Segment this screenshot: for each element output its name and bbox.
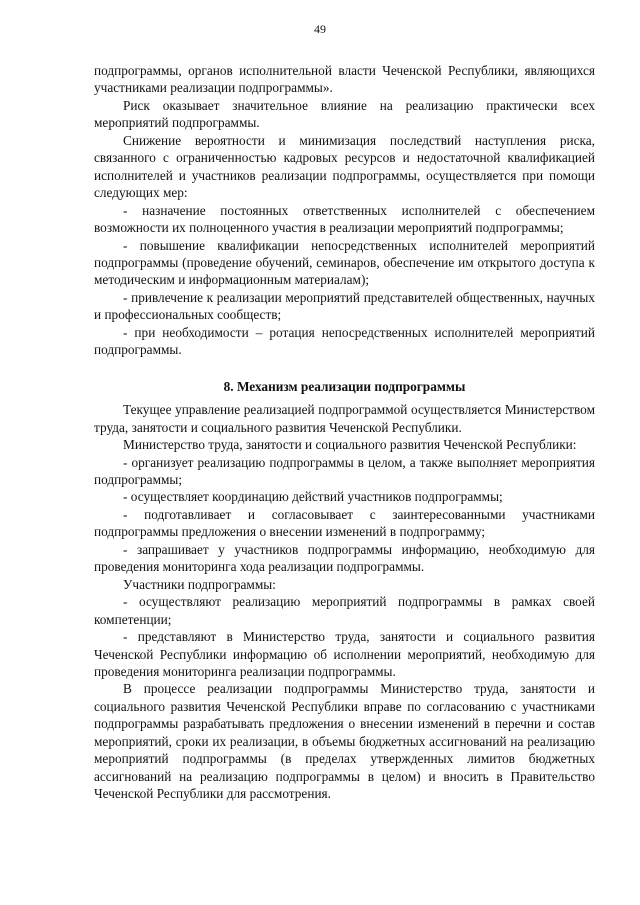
section-heading: 8. Механизм реализации подпрограммы [223,378,466,394]
paragraph: Участники подпрограммы: [123,576,276,592]
list-item: - при необходимости – ротация непосредственных исполнителей мероприятий подпрограммы. [94,324,595,358]
list-item: - подготавливает и согласовывает с заинтересованными участниками подпрограммы предложения о внесении изменений в подпрограмму; [94,506,595,540]
list-item: - осуществляют реализацию мероприятий подпрограммы в рамках своей компетенции; [94,594,595,627]
list-item: - осуществляет координацию действий участников подпрограммы; [123,489,503,505]
paragraph: Министерство труда, занятости и социального развития Чеченской Республики: [123,437,577,453]
list-item: - представляют в Министерство труда, занятости и социального развития Чеченской Республики информацию об исполнении мероприятий, необходимую для проведения мониторинга реализации подпрограммы. [94,629,595,679]
paragraph: Снижение вероятности и минимизация последствий наступления риска, связанного с ограниченностью кадровых ресурсов и недостаточной квалификацией исполнителей и участников реализации подпрограммы, осуществляется при помощи следующих мер: [94,132,595,201]
paragraph: Текущее управление реализацией подпрограммой осуществляется Министерством труда, занятости и социального развития Чеченской Республики. [94,402,595,435]
paragraph: В процессе реализации подпрограммы Министерство труда, занятости и социального развития Чеченской Республики вправе по согласованию с участниками подпрограммы разрабатывать предложения о внесении изменений в перечни и состав мероприятий, сроки их реализации, в объемы бюджетных ассигнований на реализацию мероприятий подпрограммы (в пределах утвержденных лимитов бюджетных ассигнований на реализацию подпрограммы в целом) и вносить в Правительство Чеченской Республики для рассмотрения. [94,681,595,802]
list-item: - организует реализацию подпрограммы в целом, а также выполняет мероприятия подпрограммы; [94,454,595,487]
document-body [94,62,595,803]
list-item: - запрашивает у участников подпрограммы информацию, необходимую для проведения мониторинга хода реализации подпрограммы. [94,541,595,575]
page-number: 49 [314,22,326,36]
list-item: - привлечение к реализации мероприятий представителей общественных, научных и профессиональных сообществ; [94,289,595,323]
list-item: - повышение квалификации непосредственных исполнителей мероприятий подпрограммы (проведение обучений, семинаров, обеспечение им открытого доступа к методическим и информационным материалам); [94,237,595,288]
list-item: - назначение постоянных ответственных исполнителей с обеспечением возможности их полноценного участия в реализации мероприятий подпрограммы; [94,202,595,236]
paragraph: подпрограммы, органов исполнительной власти Чеченской Республики, являющихся участниками реализации подпрограммы». [94,63,595,96]
paragraph: Риск оказывает значительное влияние на реализацию практически всех мероприятий подпрограммы. [94,97,595,131]
